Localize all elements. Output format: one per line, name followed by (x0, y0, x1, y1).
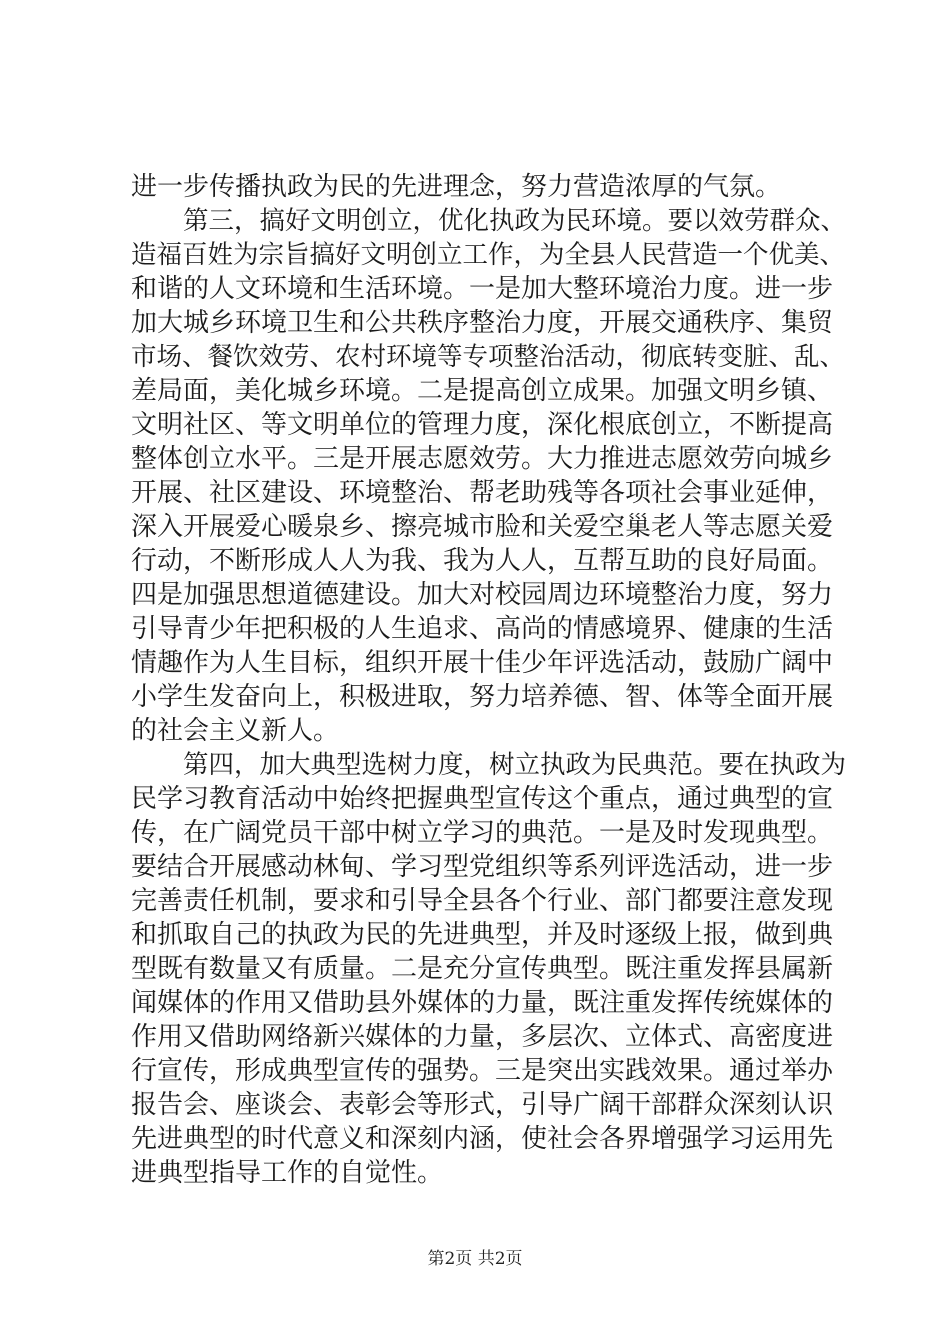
text-line: 完善责任机制，要求和引导全县各个行业、部门都要注意发现 (131, 886, 834, 916)
text-line: 深入开展爱心暖泉乡、擦亮城市脸和关爱空巢老人等志愿关爱 (131, 512, 834, 542)
text-line: 小学生发奋向上，积极进取，努力培养德、智、体等全面开展 (131, 682, 834, 712)
text-line: 差局面，美化城乡环境。二是提高创立成果。加强文明乡镇、 (131, 376, 834, 406)
text-line: 情趣作为人生目标，组织开展十佳少年评选活动，鼓励广阔中 (131, 648, 834, 678)
text-line: 传，在广阔党员干部中树立学习的典范。一是及时发现典型。 (131, 818, 834, 848)
text-line: 行宣传，形成典型宣传的强势。三是突出实践效果。通过举办 (131, 1056, 834, 1086)
text-line: 和抓取自己的执政为民的先进典型，并及时逐级上报，做到典 (131, 920, 834, 950)
text-line: 报告会、座谈会、表彰会等形式，引导广阔干部群众深刻认识 (131, 1090, 834, 1120)
text-line: 作用又借助网络新兴媒体的力量，多层次、立体式、高密度进 (131, 1022, 834, 1052)
text-line: 的社会主义新人。 (131, 716, 340, 746)
text-line: 第三，搞好文明创立，优化执政为民环境。要以效劳群众、 (183, 206, 847, 236)
text-line: 整体创立水平。三是开展志愿效劳。大力推进志愿效劳向城乡 (131, 444, 834, 474)
text-line: 进一步传播执政为民的先进理念，努力营造浓厚的气氛。 (131, 172, 782, 202)
text-line: 造福百姓为宗旨搞好文明创立工作，为全县人民营造一个优美、 (131, 240, 846, 270)
text-line: 第四，加大典型选树力度，树立执政为民典范。要在执政为 (183, 750, 847, 780)
text-line: 先进典型的时代意义和深刻内涵，使社会各界增强学习运用先 (131, 1124, 834, 1154)
text-line: 民学习教育活动中始终把握典型宣传这个重点，通过典型的宣 (131, 784, 834, 814)
text-line: 四是加强思想道德建设。加大对校园周边环境整治力度，努力 (131, 580, 834, 610)
text-line: 开展、社区建设、环境整治、帮老助残等各项社会事业延伸， (131, 478, 834, 508)
text-line: 和谐的人文环境和生活环境。一是加大整环境治力度。进一步 (131, 274, 834, 304)
text-line: 文明社区、等文明单位的管理力度，深化根底创立，不断提高 (131, 410, 834, 440)
page-footer: 第2页 共2页 (427, 1249, 523, 1269)
text-line: 引导青少年把积极的人生追求、高尚的情感境界、健康的生活 (131, 614, 834, 644)
text-line: 市场、餐饮效劳、农村环境等专项整治活动，彻底转变脏、乱、 (131, 342, 846, 372)
text-line: 进典型指导工作的自觉性。 (131, 1158, 444, 1188)
text-line: 要结合开展感动林甸、学习型党组织等系列评选活动，进一步 (131, 852, 834, 882)
text-line: 行动，不断形成人人为我、我为人人，互帮互助的良好局面。 (131, 546, 834, 576)
document-body (131, 170, 856, 1190)
text-line: 型既有数量又有质量。二是充分宣传典型。既注重发挥县属新 (131, 954, 834, 984)
text-line: 加大城乡环境卫生和公共秩序整治力度，开展交通秩序、集贸 (131, 308, 834, 338)
text-line: 闻媒体的作用又借助县外媒体的力量，既注重发挥传统媒体的 (131, 988, 834, 1018)
